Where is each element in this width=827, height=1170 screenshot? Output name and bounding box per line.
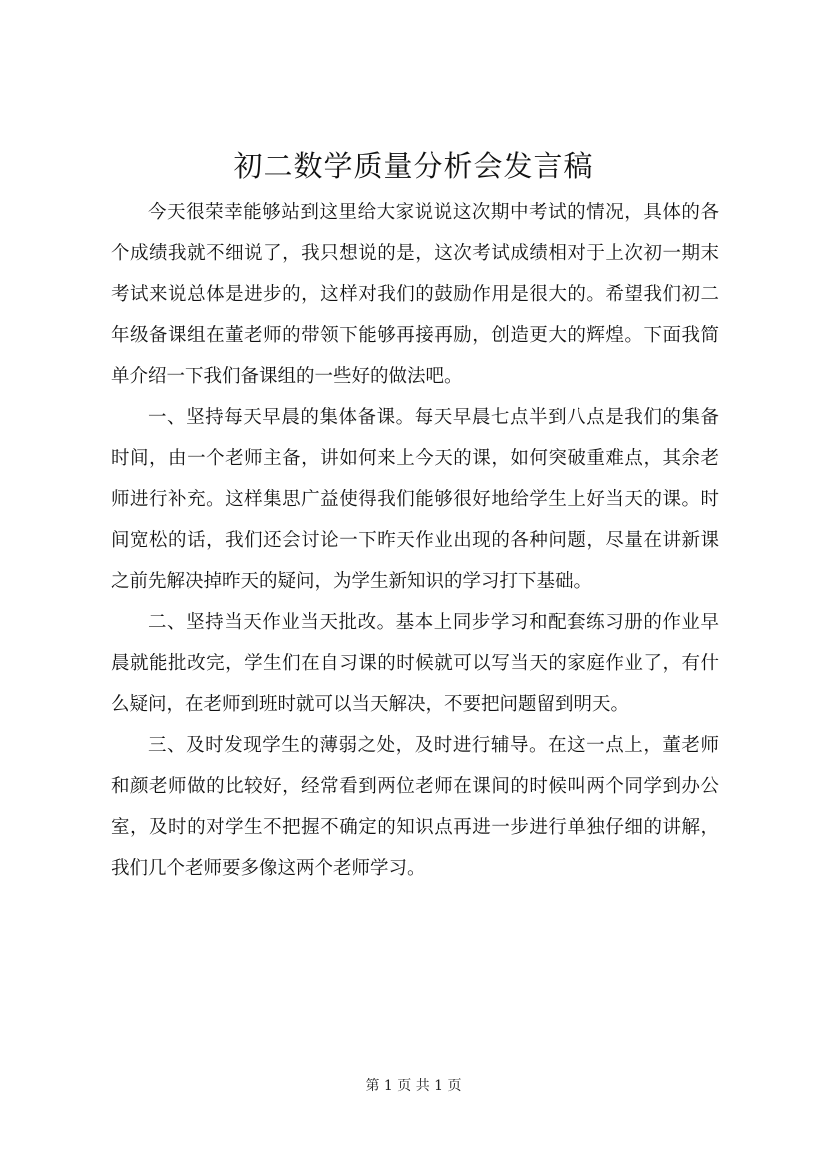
page-footer: 第 1 页 共 1 页 (365, 1078, 462, 1094)
document-title: 初二数学质量分析会发言稿 (233, 149, 594, 183)
paragraph-point-3: 三、及时发现学生的薄弱之处，及时进行辅导。在这一点上，董老师和颜老师做的比较好，经常看到两位老师在课间的时候叫两个同学到办公室，及时的对学生不把握不确定的知识点再进一步进行单独仔细的讲解，我们几个老师要多像这两个老师学习。 (111, 735, 719, 879)
document-body (111, 192, 719, 889)
paragraph-point-2: 二、坚持当天作业当天批改。基本上同步学习和配套练习册的作业早晨就能批改完，学生们在自习课的时候就可以写当天的家庭作业了，有什么疑问，在老师到班时就可以当天解决，不要把问题留到明天。 (111, 612, 719, 715)
paragraph-point-1: 一、坚持每天早晨的集体备课。每天早晨七点半到八点是我们的集备时间，由一个老师主备，讲如何来上今天的课，如何突破重难点，其余老师进行补充。这样集思广益使得我们能够很好地给学生上好当天的课。时间宽松的话，我们还会讨论一下昨天作业出现的各种问题，尽量在讲新课之前先解决掉昨天的疑问，为学生新知识的学习打下基础。 (111, 407, 719, 592)
paragraph-intro: 今天很荣幸能够站到这里给大家说说这次期中考试的情况，具体的各个成绩我就不细说了，我只想说的是，这次考试成绩相对于上次初一期末考试来说总体是进步的，这样对我们的鼓励作用是很大的。希望我们初二年级备课组在董老师的带领下能够再接再励，创造更大的辉煌。下面我简单介绍一下我们备课组的一些好的做法吧。 (111, 202, 719, 387)
